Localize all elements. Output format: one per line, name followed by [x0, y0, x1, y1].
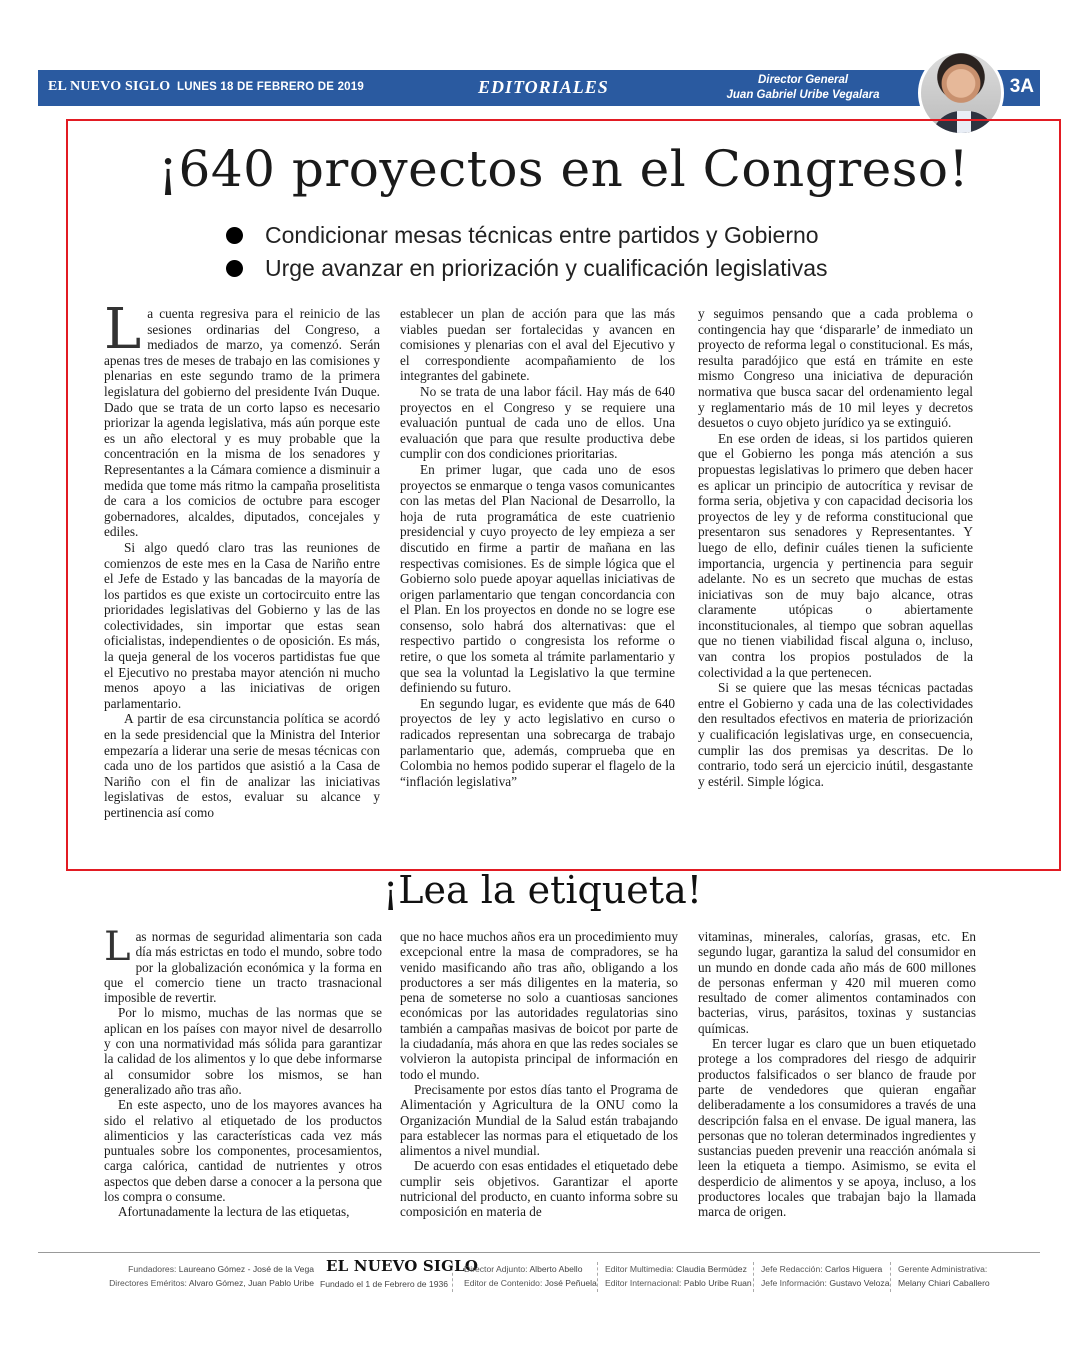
editorial-column-2: [400, 306, 675, 789]
drop-cap: L: [104, 297, 142, 362]
page-number: 3A: [1009, 76, 1034, 97]
footer-credits-2: [605, 1262, 752, 1290]
footer-separator: [597, 1262, 598, 1292]
editorial2-column-2: [400, 929, 678, 1220]
founders-label: Fundadores:: [128, 1264, 177, 1274]
emeriti-label: Directores Eméritos:: [109, 1278, 187, 1288]
paragraph: Afortunadamente la lectura de las etiquetas,: [118, 1204, 350, 1220]
paragraph: Por lo mismo, muchas de las normas que se aplican en los países con mayor nivel de desarrollo y con una normatividad más sólida para garantizar la calidad de los alimentos y lo que debe informarse al consumidor sobre los mismos, se han generalizado año tras año.: [104, 1005, 382, 1097]
director-credit: [698, 73, 908, 103]
newspaper-name: EL NUEVO SIGLO: [48, 79, 171, 94]
credit-label: Director Adjunto:: [464, 1264, 528, 1274]
paragraph: En segundo lugar, es evidente que más de 640 proyectos de ley y acto legislativo en curso o radicados representan una sobrecarga de trabajo parlamentario que, además, comprueba que en Colombia no hemos podido superar el flagelo de la “inflación legislativa”: [400, 695, 675, 789]
emeriti-names: Alvaro Gómez, Juan Pablo Uribe: [188, 1278, 314, 1288]
editorial-title-2: ¡Lea la etiqueta!: [382, 868, 702, 912]
editorial2-column-1: [104, 924, 382, 1220]
subhead-text: Urge avanzar en priorización y cualificación legislativas: [265, 255, 828, 281]
footer-separator: [753, 1262, 754, 1292]
paragraph: [104, 297, 380, 540]
section-title: EDITORIALES: [478, 77, 609, 97]
footer-masthead: EL NUEVO SIGLO: [326, 1257, 479, 1275]
paragraph: establecer un plan de acción para que las más viables puedan ser fortalecidas y avancen en comisiones y plenarias con el aval del Ejecutivo y el correspondiente acompañamiento de los integrantes del gabinete.: [400, 306, 675, 384]
bullet-icon: [226, 260, 243, 277]
credit-label: Jefe Redacción:: [761, 1264, 823, 1274]
credit-name: Alberto Abello: [529, 1264, 583, 1274]
footer-credits-3: [761, 1262, 890, 1290]
credit-label: Jefe Información:: [761, 1278, 827, 1288]
header-date: LUNES 18 DE FEBRERO DE 2019: [177, 81, 364, 93]
paragraph: A partir de esa circunstancia política se acordó en la sede presidencial que la Ministra del Interior empezaría a liderar una serie de mesas técnicas con cada uno de los partidos que asistió a la Casa de Nariño con el fin de analizar las iniciativas legislativas de estos, evaluar su alcance y pertinencia así como: [104, 711, 380, 820]
subhead-bullet-2: [226, 255, 828, 282]
credit-name: Pablo Uribe Ruan: [683, 1278, 752, 1288]
paragraph: Si se quiere que las mesas técnicas pactadas entre el Gobierno y cada una de las colectividades den resultados efectivos en materia de priorización y cualificación legislativas urge, en consecuencia, cumplir las dos premisas ya descritas. De lo contrario, todo será un ejercicio inútil, desgastante y estéril. Simple lógica.: [698, 680, 973, 789]
paragraph: Si algo quedó claro tras las reuniones de comienzos de este mes en la Casa de Nariño entre el Jefe de Estado y las bancadas de la mayoría de los partidos es que existe un cortocircuito entre las prioridades legislativas del Gobierno y las de las colectividades, sin importar que estas sean oficialistas, independientes o de oposición. Es más, la queja general de los voceros partidistas fue que el Ejecutivo no prestaba mayor atención ni mucho menos apoyo a las iniciativas de origen parlamentario.: [104, 539, 380, 711]
paragraph: En este aspecto, uno de los mayores avances ha sido el relativo al etiquetado de los productos alimenticios y las características cada vez más puntuales sobre los componentes, procesamientos, carga calórica, cantidad de nutrientes y otros aspectos que deben darse a conocer a la persona que los compra o consume.: [104, 1097, 382, 1205]
paragraph: y seguimos pensando que a cada problema o contingencia hay que ‘dispararle’ de inmediato un proyecto de reforma legal o constitucional. Es más, resulta paradójico que está en trámite en este mismo Congreso una iniciativa de depuración normativa que busca sacar del ordenamiento legal y reglamentario más de 10 mil leyes y decretos desuetos o cuyo objeto jurídico ya se extinguió.: [698, 306, 973, 431]
paragraph: No se trata de una labor fácil. Hay más de 640 proyectos en el Congreso y se requiere una evaluación puntual de cada uno de ellos. Una evaluación que para que resulte productiva debe cumplir con dos condiciones prioritarias.: [400, 383, 675, 462]
editorial-title: ¡640 proyectos en el Congreso!: [157, 140, 970, 198]
paragraph: En tercer lugar es claro que un buen etiquetado protege a los compradores del riesgo de adquirir productos falsificados o ser blanco de fraude por parte de vendedores que quieran engañar deliberadamente a los consumidores a través de una descripción falsa en el envase. De igual manera, las personas que no toleran determinados ingredientes y sustancias pueden prevenir una reacción anómala si leen la etiqueta a tiempo. Asimismo, se evita el desperdicio de alimentos y se apoya, incluso, a los productores locales que trabajan bajo la llamada marca de origen.: [698, 1036, 976, 1220]
paragraph: De acuerdo con esas entidades el etiquetado debe cumplir seis objetivos. Garantizar el aporte nutricional del producto, en cuanto informa sobre su composición en materia de: [400, 1158, 678, 1220]
founders-names: Laureano Gómez - José de la Vega: [178, 1264, 314, 1274]
credit-name: Melany Chiari Caballero: [898, 1278, 990, 1288]
paragraph: que no hace muchos años era un procedimiento muy excepcional entre la masa de compradores, se ha venido masificando año tras año, obligando a los productores a ser más diligentes en la materia, so pena de someterse no solo a cuantiosas sanciones económicas por las autoridades regulatorias sino también a campañas masivas de boicot por parte de la ciudadanía, más ahora en que las redes sociales se volvieron la autopista principal de información en todo el mundo.: [400, 929, 678, 1082]
paragraph: Precisamente por estos días tanto el Programa de Alimentación y Agricultura de la ONU como la Organización Mundial de la Salud están trabajando para establecer las normas para el etiquetado de los alimentos a nivel mundial.: [400, 1081, 678, 1159]
footer-separator: [890, 1262, 891, 1292]
credit-label: Editor Multimedia:: [605, 1264, 674, 1274]
footer-credits-1: [464, 1262, 597, 1290]
editorial-column-1: [104, 297, 380, 821]
credit-label: Editor Internacional:: [605, 1278, 682, 1288]
credit-label: Gerente Administrativa:: [898, 1264, 988, 1274]
paragraph: [104, 924, 382, 1006]
editorial2-column-3: [698, 929, 976, 1220]
credit-label: Editor de Contenido:: [464, 1278, 543, 1288]
director-name: Juan Gabriel Uribe Vegalara: [726, 89, 880, 101]
paragraph-text: as normas de seguridad alimentaria son cada día más estrictas en todo el mundo, sobre todo por la globalización económica y la forma en que el comercio tiene un tracto trasnacional imposible de revertir.: [104, 929, 382, 1006]
page-header: [38, 70, 1040, 106]
subhead-bullet-1: [226, 222, 819, 249]
paragraph: En primer lugar, que cada uno de esos proyectos se enmarque o tenga vasos comunicantes con las metas del Plan Nacional de Desarrollo, la hoja de ruta programática de este cuatrienio presidencial y cuyo proyecto de ley empieza a ser discutido en firme a partir de mañana en las respectivas comisiones. Es de simple lógica que el Gobierno solo puede apoyar aquellas iniciativas de origen parlamentario que tengan concordancia con el Plan. En los proyectos en donde no se logre ese consenso, solo habrá dos alternativas: que el respectivo partido o congresista los reforme o retire, o que los someta al trámite parlamentario y que sea la voluntad la Legislativo la que termine definiendo su futuro.: [400, 461, 675, 696]
footer-founders: [96, 1262, 314, 1290]
editorial-column-3: [698, 306, 973, 789]
credit-name: José Peñuela: [544, 1278, 597, 1288]
bullet-icon: [226, 227, 243, 244]
paragraph-text: a cuenta regresiva para el reinicio de las sesiones ordinarias del Congreso, a mediados de marzo, ya comenzó. Serán apenas tres de meses de trabajo en las comisiones y plenarias en este segundo tramo de la primera legislatura del gobierno del presidente Iván Duque. Dado que se trata de un corto lapso es necesario priorizar la agenda legislativa, más aún porque este es un año electoral y es muy probable que la concentración en la misma de los senadores y Representantes a la Cámara comience a disminuir a medida que tome más ritmo la campaña proselitista de cara a los comicios de octubre para escoger gobernadores, alcaldes, diputados, concejales y ediles.: [104, 306, 380, 540]
credit-name: Carlos Higuera: [825, 1264, 883, 1274]
header-dateline: [48, 79, 364, 95]
subhead-text: Condicionar mesas técnicas entre partidos y Gobierno: [265, 222, 819, 248]
footer-separator: [452, 1262, 453, 1292]
footer-credits-4: [898, 1262, 990, 1290]
footer-divider: [38, 1252, 1040, 1253]
paragraph: vitaminas, minerales, calorías, grasas, etc. En segundo lugar, garantiza la salud del consumidor en un mundo en donde cada año más de 600 millones de personas enferman y 420 mil mueren como resultado de comer alimentos contaminados con bacterias, virus, parásitos, toxinas y sustancias químicas.: [698, 929, 976, 1036]
founded-date: Fundado el 1 de Febrero de 1936: [320, 1279, 449, 1289]
credit-name: Claudia Bermúdez: [676, 1264, 747, 1274]
credit-name: Gustavo Veloza: [829, 1278, 890, 1288]
director-role: Director General: [757, 74, 849, 86]
paragraph: En ese orden de ideas, si los partidos quieren que el Gobierno les ponga más atención a sus propuestas legislativas lo primero que deben hacer es aplicar un principio de autocrítica y revisar de forma seria, objetiva y con capacidad decisoria los proyectos de ley y de reforma constitucional que presentaron sus senadores y Representantes. Y luego de ello, definir cuáles tienen la suficiente importancia, urgencia y pertinencia para seguir adelante. No es un secreto que muchas de estas iniciativas son de muy bajo alcance, otras claramente utópicas o abiertamente inconstitucionales, al tiempo que sobran aquellas que no tienen viabilidad fiscal alguna o, incluso, van contra los propios postulados de la colectividad a la que pertenecen.: [698, 430, 973, 680]
drop-cap: L: [104, 924, 131, 970]
